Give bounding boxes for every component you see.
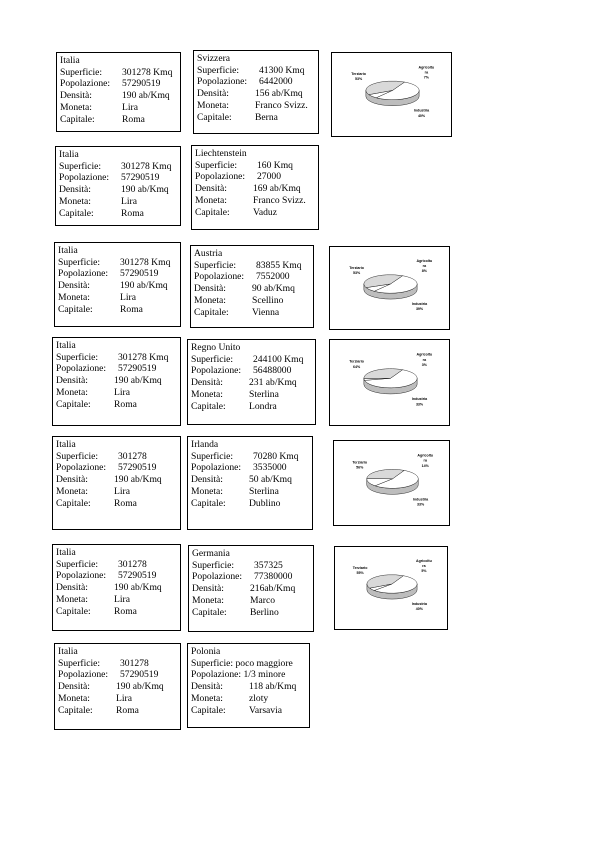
moneta-label: Moneta: bbox=[191, 388, 223, 400]
densita-value: 190 ab/Kmq bbox=[122, 90, 170, 102]
pie-label-terziario-pct: 64% bbox=[353, 364, 361, 369]
popolazione-value: 57290519 bbox=[122, 78, 161, 90]
superficie-label: Superficie: bbox=[192, 559, 235, 571]
densita-value: 216ab/Kmq bbox=[250, 583, 296, 595]
germania-card bbox=[188, 545, 314, 632]
capitale-label: Capitale: bbox=[191, 400, 226, 412]
capitale-value: Roma bbox=[121, 207, 144, 219]
pie-label-industria-label: Industria bbox=[411, 301, 428, 306]
popolazione-label: Popolazione: bbox=[56, 462, 107, 474]
capitale-label: Capitale: bbox=[191, 704, 226, 716]
capitale-value: Varsavia bbox=[249, 704, 283, 716]
country-name: Regno Unito bbox=[191, 342, 241, 353]
pie-svg bbox=[335, 547, 449, 631]
country-name: Italia bbox=[58, 245, 78, 256]
pie-label-industria-pct: 33% bbox=[415, 402, 424, 407]
moneta-value: Lira bbox=[120, 291, 136, 303]
pie-label-agricoltura-pct: 14% bbox=[421, 463, 429, 468]
capitale-value: Roma bbox=[122, 113, 145, 125]
country-name: Italia bbox=[58, 646, 78, 657]
popolazione-value: 77380000 bbox=[254, 571, 293, 583]
capitale-value: Berna bbox=[255, 111, 278, 123]
capitale-value: Roma bbox=[120, 303, 143, 315]
densita-value: 190 ab/Kmq bbox=[121, 184, 169, 196]
pie-label-terziario-pct: 53% bbox=[353, 270, 361, 275]
densita-label: Densità: bbox=[194, 283, 226, 295]
popolazione-label: Popolazione: bbox=[194, 271, 245, 283]
superficie-label: Superficie: bbox=[56, 450, 99, 462]
superficie-label: Superficie: bbox=[194, 259, 237, 271]
superficie-label: Superficie: bbox=[56, 558, 99, 570]
moneta-label: Moneta: bbox=[191, 485, 223, 497]
pie-chart-germania bbox=[334, 546, 448, 630]
moneta-value: Sterlina bbox=[249, 485, 279, 497]
capitale-value: Vienna bbox=[252, 306, 280, 318]
italia-card bbox=[55, 146, 181, 226]
pie-label-agricoltura-pct: 5% bbox=[421, 569, 427, 574]
pie-label-agricoltura-label1: Agricoltu bbox=[416, 259, 433, 264]
popolazione-label: Popolazione: bbox=[58, 268, 109, 280]
popolazione-label: Popolazione: bbox=[195, 171, 246, 183]
densita-value: 190 ab/Kmq bbox=[116, 681, 164, 693]
capitale-value: Roma bbox=[114, 497, 137, 509]
popolazione-label: Popolazione: bbox=[56, 363, 107, 375]
densita-label: Densità: bbox=[191, 681, 223, 693]
popolazione-value: 57290519 bbox=[118, 363, 157, 375]
capitale-label: Capitale: bbox=[58, 303, 93, 315]
moneta-label: Moneta: bbox=[195, 194, 227, 206]
moneta-label: Moneta: bbox=[58, 291, 90, 303]
densita-value: 190 ab/Kmq bbox=[114, 582, 162, 594]
moneta-value: Scellino bbox=[252, 294, 284, 306]
densita-value: 190 ab/Kmq bbox=[120, 280, 168, 292]
pie-label-agricoltura-label1: Agricoltu bbox=[416, 352, 433, 357]
moneta-value: Lira bbox=[114, 386, 130, 398]
capitale-value: Vaduz bbox=[253, 206, 277, 218]
densita-label: Densità: bbox=[58, 681, 90, 693]
pie-label-agricoltura-label2: ra bbox=[422, 264, 427, 269]
superficie-value: 244100 Kmq bbox=[253, 353, 304, 365]
country-name: Italia bbox=[56, 439, 76, 450]
superficie-value: 301278 bbox=[118, 450, 147, 462]
pie-label-agricoltura-pct: 3% bbox=[421, 363, 427, 368]
popolazione-value: 57290519 bbox=[121, 172, 160, 184]
capitale-label: Capitale: bbox=[60, 113, 95, 125]
moneta-value: Marco bbox=[250, 594, 276, 606]
popolazione-value: 1/3 minore bbox=[243, 669, 286, 681]
pie-label-agricoltura-pct: 8% bbox=[421, 269, 427, 274]
densita-value: 50 ab/Kmq bbox=[249, 474, 292, 486]
moneta-value: Lira bbox=[114, 485, 130, 497]
superficie-value: 41300 Kmq bbox=[259, 64, 305, 76]
superficie-label: Superficie: bbox=[58, 657, 101, 669]
italia-card bbox=[52, 544, 181, 631]
pie-label-terziario-pct: 56% bbox=[356, 465, 364, 470]
pie-label-terziario-label: Terziario bbox=[351, 72, 366, 77]
superficie-value: 301278 Kmq bbox=[121, 160, 172, 172]
capitale-label: Capitale: bbox=[56, 497, 91, 509]
country-name: Austria bbox=[194, 248, 223, 259]
moneta-value: Lira bbox=[121, 195, 137, 207]
pie-label-agricoltura-label2: ra bbox=[423, 458, 427, 463]
moneta-label: Moneta: bbox=[59, 195, 91, 207]
moneta-value: Lira bbox=[116, 692, 132, 704]
superficie-value: poco maggiore bbox=[235, 657, 293, 669]
capitale-label: Capitale: bbox=[192, 606, 227, 618]
superficie-label: Superficie: bbox=[59, 160, 102, 172]
superficie-value: 301278 bbox=[118, 558, 147, 570]
svizzera-card bbox=[193, 50, 319, 134]
popolazione-value: 57290519 bbox=[120, 268, 159, 280]
densita-label: Densità: bbox=[56, 582, 88, 594]
superficie-label: Superficie: bbox=[56, 351, 99, 363]
popolazione-label: Popolazione: bbox=[191, 365, 242, 377]
moneta-label: Moneta: bbox=[58, 692, 90, 704]
capitale-value: Roma bbox=[114, 605, 137, 617]
pie-label-industria-label: Industria bbox=[412, 497, 429, 502]
superficie-label: Superficie: bbox=[58, 256, 101, 268]
pie-svg bbox=[332, 53, 453, 138]
pie-chart-svizzera bbox=[331, 52, 452, 137]
densita-label: Densità: bbox=[191, 474, 223, 486]
capitale-label: Capitale: bbox=[56, 398, 91, 410]
moneta-label: Moneta: bbox=[194, 294, 226, 306]
densita-label: Densità: bbox=[192, 583, 224, 595]
densita-value: 156 ab/Kmq bbox=[255, 88, 303, 100]
densita-value: 231 ab/Kmq bbox=[249, 377, 297, 389]
moneta-label: Moneta: bbox=[56, 386, 88, 398]
capitale-value: Berlino bbox=[250, 606, 279, 618]
popolazione-value: 6442000 bbox=[259, 76, 293, 88]
pie-label-agricoltura-pct: 7% bbox=[423, 75, 429, 80]
superficie-value: 301278 Kmq bbox=[120, 256, 171, 268]
capitale-value: Dublino bbox=[249, 497, 281, 509]
popolazione-label: Popolazione: bbox=[56, 570, 107, 582]
pie-svg bbox=[334, 441, 451, 527]
pie-svg bbox=[330, 247, 451, 331]
densita-value: 190 ab/Kmq bbox=[114, 474, 162, 486]
moneta-label: Moneta: bbox=[60, 101, 92, 113]
pie-chart-irlanda bbox=[333, 440, 450, 526]
pie-label-terziario-pct: 53% bbox=[355, 77, 363, 82]
densita-label: Densità: bbox=[56, 375, 88, 387]
pie-label-industria-pct: 39% bbox=[415, 307, 424, 311]
moneta-value: zloty bbox=[249, 692, 269, 704]
capitale-label: Capitale: bbox=[197, 111, 232, 123]
pie-label-terziario-label: Terziario bbox=[349, 265, 364, 270]
moneta-label: Moneta: bbox=[56, 593, 88, 605]
superficie-value: 301278 bbox=[120, 657, 149, 669]
popolazione-label: Popolazione: bbox=[191, 462, 242, 474]
popolazione-value: 57290519 bbox=[120, 669, 159, 681]
pie-label-agricoltura-label2: ra bbox=[422, 564, 426, 569]
regno-unito-card bbox=[187, 339, 316, 425]
superficie-label: Superficie: bbox=[191, 450, 234, 462]
moneta-value: Lira bbox=[122, 101, 138, 113]
superficie-value: 301278 Kmq bbox=[118, 351, 169, 363]
superficie-value: 160 Kmq bbox=[257, 159, 293, 171]
pie-svg bbox=[330, 340, 451, 427]
popolazione-label: Popolazione: bbox=[191, 669, 242, 681]
moneta-label: Moneta: bbox=[191, 692, 223, 704]
moneta-label: Moneta: bbox=[197, 99, 229, 111]
pie-label-terziario-label: Terziario bbox=[349, 359, 364, 364]
pie-label-terziario-label: Terziario bbox=[352, 565, 368, 570]
superficie-label: Superficie: bbox=[191, 353, 234, 365]
liechtenstein-card bbox=[191, 145, 319, 230]
italia-card bbox=[52, 436, 181, 530]
capitale-label: Capitale: bbox=[194, 306, 229, 318]
superficie-value: 70280 Kmq bbox=[253, 450, 299, 462]
densita-label: Densità: bbox=[197, 88, 229, 100]
pie-label-agricoltura-label2: ra bbox=[422, 357, 427, 362]
popolazione-value: 57290519 bbox=[118, 570, 157, 582]
country-name: Italia bbox=[59, 149, 79, 160]
superficie-label: Superficie: bbox=[191, 657, 234, 669]
superficie-value: 357325 bbox=[254, 559, 283, 571]
country-name: Svizzera bbox=[197, 53, 231, 64]
densita-value: 169 ab/Kmq bbox=[253, 183, 301, 195]
italia-card bbox=[54, 643, 181, 730]
country-name: Polonia bbox=[191, 646, 221, 657]
popolazione-value: 3535000 bbox=[253, 462, 287, 474]
superficie-value: 83855 Kmq bbox=[256, 259, 302, 271]
densita-value: 118 ab/Kmq bbox=[249, 681, 297, 693]
capitale-label: Capitale: bbox=[59, 207, 94, 219]
austria-card bbox=[190, 245, 314, 328]
popolazione-value: 27000 bbox=[257, 171, 281, 183]
pie-label-agricoltura-label1: Agricoltu bbox=[416, 559, 432, 564]
capitale-value: Roma bbox=[114, 398, 137, 410]
country-name: Irlanda bbox=[191, 439, 219, 450]
superficie-value: 301278 Kmq bbox=[122, 66, 173, 78]
italia-card bbox=[56, 52, 181, 132]
pie-label-terziario-pct: 55% bbox=[356, 570, 364, 575]
densita-value: 190 ab/Kmq bbox=[114, 375, 162, 387]
country-name: Italia bbox=[56, 340, 76, 351]
densita-label: Densità: bbox=[58, 280, 90, 292]
pie-label-agricoltura-label2: ra bbox=[424, 70, 429, 75]
densita-value: 90 ab/Kmq bbox=[252, 283, 295, 295]
pie-label-agricoltura-label1: Agricoltu bbox=[418, 65, 435, 70]
moneta-label: Moneta: bbox=[192, 594, 224, 606]
capitale-value: Roma bbox=[116, 704, 139, 716]
country-name: Germania bbox=[192, 548, 230, 559]
popolazione-label: Popolazione: bbox=[197, 76, 248, 88]
superficie-label: Superficie: bbox=[195, 159, 238, 171]
pie-chart-austria bbox=[329, 246, 450, 330]
capitale-label: Capitale: bbox=[56, 605, 91, 617]
pie-label-industria-label: Industria bbox=[411, 397, 428, 402]
superficie-label: Superficie: bbox=[197, 64, 240, 76]
popolazione-label: Popolazione: bbox=[60, 78, 111, 90]
pie-label-industria-pct: 33% bbox=[416, 502, 425, 507]
densita-label: Densità: bbox=[59, 184, 91, 196]
popolazione-value: 7552000 bbox=[256, 271, 290, 283]
pie-label-terziario-label: Terziario bbox=[352, 460, 368, 465]
popolazione-value: 57290519 bbox=[118, 462, 157, 474]
capitale-label: Capitale: bbox=[195, 206, 230, 218]
densita-label: Densità: bbox=[191, 377, 223, 389]
moneta-label: Moneta: bbox=[56, 485, 88, 497]
pie-label-industria-pct: 40% bbox=[417, 113, 426, 118]
irlanda-card bbox=[187, 436, 313, 530]
capitale-value: Londra bbox=[249, 400, 277, 412]
superficie-label: Superficie: bbox=[60, 66, 103, 78]
pie-chart-regno-unito bbox=[329, 339, 450, 426]
italia-card bbox=[54, 242, 181, 327]
densita-label: Densità: bbox=[56, 474, 88, 486]
pie-label-industria-label: Industria bbox=[413, 108, 430, 113]
popolazione-label: Popolazione: bbox=[58, 669, 109, 681]
pie-label-agricoltura-label1: Agricoltu bbox=[417, 453, 434, 458]
moneta-value: Sterlina bbox=[249, 388, 279, 400]
capitale-label: Capitale: bbox=[58, 704, 93, 716]
moneta-value: Franco Svizz. bbox=[255, 99, 308, 111]
country-name: Italia bbox=[60, 55, 80, 66]
popolazione-label: Popolazione: bbox=[59, 172, 110, 184]
country-name: Italia bbox=[56, 547, 76, 558]
densita-label: Densità: bbox=[60, 90, 92, 102]
popolazione-label: Popolazione: bbox=[192, 571, 243, 583]
popolazione-value: 56488000 bbox=[253, 365, 292, 377]
pie-label-industria-label: Industria bbox=[411, 601, 427, 606]
capitale-label: Capitale: bbox=[191, 497, 226, 509]
italia-card bbox=[52, 337, 181, 426]
country-name: Liechtenstein bbox=[195, 148, 247, 159]
moneta-value: Lira bbox=[114, 593, 130, 605]
densita-label: Densità: bbox=[195, 183, 227, 195]
pie-label-industria-pct: 40% bbox=[415, 607, 423, 611]
polonia-card bbox=[187, 643, 310, 728]
moneta-value: Franco Svizz. bbox=[253, 194, 306, 206]
